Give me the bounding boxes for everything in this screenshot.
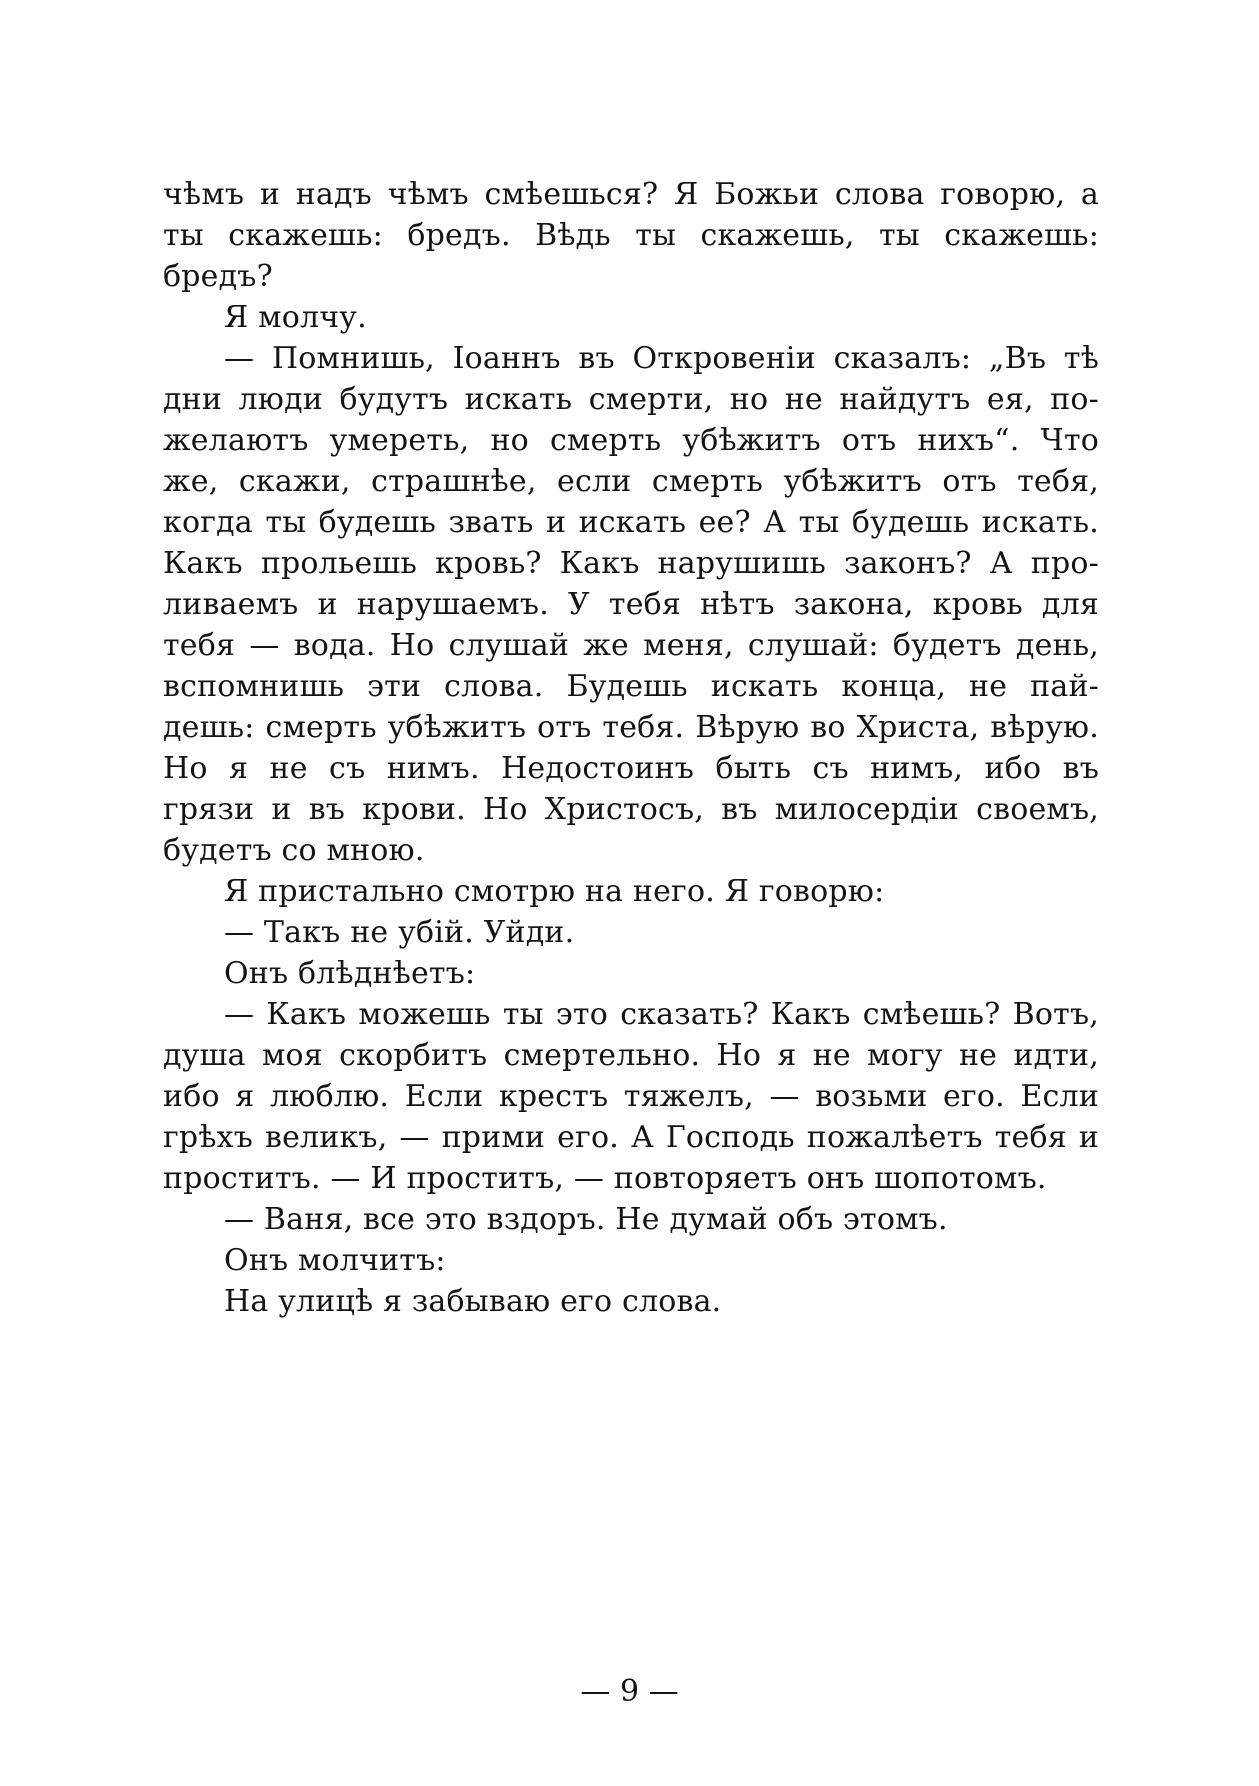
text-line: грѣхъ великъ, — прими его. А Господь пожалѣетъ тебя и: [163, 1120, 1099, 1155]
text-line: ты скажешь: бредъ. Вѣдь ты скажешь, ты скажешь:: [163, 218, 1099, 253]
text-line: — Такъ не убій. Уйди.: [224, 915, 575, 950]
text-line: ливаемъ и нарушаемъ. У тебя нѣтъ закона, кровь для: [163, 587, 1099, 622]
text-line: проститъ. — И проститъ, — повторяетъ онъ шопотомъ.: [163, 1161, 1047, 1196]
text-line: грязи и въ крови. Но Христосъ, въ милосердіи своемъ,: [163, 792, 1099, 827]
text-line: Но я не съ нимъ. Недостоинъ быть съ нимъ, ибо въ: [163, 751, 1099, 786]
text-line: дешь: смерть убѣжитъ отъ тебя. Вѣрую во Христа, вѣрую.: [163, 710, 1099, 745]
text-line: чѣмъ и надъ чѣмъ смѣешься? Я Божьи слова говорю, а: [163, 177, 1099, 212]
text-line: же, скажи, страшнѣе, если смерть убѣжитъ отъ тебя,: [163, 464, 1099, 499]
text-line: желаютъ умереть, но смерть убѣжитъ отъ нихъ“. Что: [163, 423, 1099, 458]
text-line: — Ваня, все это вздоръ. Не думай объ этомъ.: [224, 1202, 948, 1237]
text-line: вспомнишь эти слова. Будешь искать конца, не пай-: [163, 669, 1099, 704]
text-line: бредъ?: [163, 259, 273, 294]
text-line: — Какъ можешь ты это сказать? Какъ смѣешь? Вотъ,: [224, 997, 1099, 1032]
text-line: — Помнишь, Іоаннъ въ Откровеніи сказалъ: „Въ тѣ: [224, 341, 1099, 376]
text-line: когда ты будешь звать и искать ее? А ты будешь искать.: [163, 505, 1099, 540]
text-line: На улицѣ я забываю его слова.: [224, 1284, 722, 1319]
text-line: Онъ молчитъ:: [224, 1243, 446, 1278]
text-line: Какъ прольешь кровь? Какъ нарушишь законъ? А про-: [163, 546, 1099, 581]
text-line: Я пристально смотрю на него. Я говорю:: [224, 874, 885, 909]
text-line: тебя — вода. Но слушай же меня, слушай: будетъ день,: [163, 628, 1099, 663]
text-line: Я молчу.: [224, 300, 367, 335]
text-line: будетъ со мною.: [163, 833, 425, 868]
text-line: душа моя скорбитъ смертельно. Но я не могу не идти,: [163, 1038, 1099, 1073]
page-number: — 9 —: [580, 1674, 679, 1709]
text-line: дни люди будутъ искать смерти, но не найдутъ ея, по-: [163, 382, 1099, 417]
text-line: ибо я люблю. Если крестъ тяжелъ, — возьми его. Если: [163, 1079, 1099, 1114]
text-line: Онъ блѣднѣетъ:: [224, 956, 476, 991]
